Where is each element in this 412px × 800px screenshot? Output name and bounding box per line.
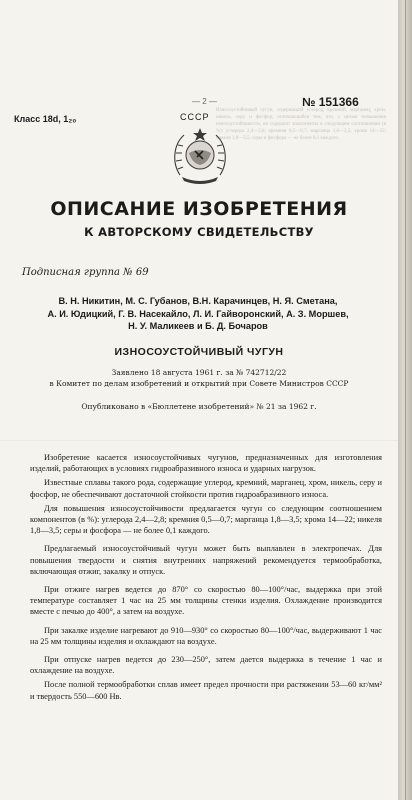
document-title: ОПИСАНИЕ ИЗОБРЕТЕНИЯ: [50, 198, 348, 220]
invention-title: ИЗНОСОУСТОЙЧИВЫЙ ЧУГУН: [114, 346, 284, 358]
page-number: — 2 —: [192, 97, 217, 106]
subscription-group: Подписная группа № 69: [22, 267, 149, 278]
class-label: Класс 18d, 1₂₀: [14, 114, 77, 124]
paragraph: Предлагаемый износоустойчивый чугун может быть выплавлен в электропечах. Для повышения твердости и снятия внутренних напряжений рекомендуется термообработка, включающая отжиг, закалку и отпуск.: [30, 544, 382, 576]
paragraph: Изобретение касается износоустойчивых чугунов, предназначенных для изготовления изделий, работающих в условиях гидроабразивного износа и ударных нагрузок.: [30, 453, 382, 474]
publication-info: Опубликовано в «Бюллетене изобретений» № 21 за 1962 г.: [81, 402, 317, 411]
document-subtitle: К АВТОРСКОМУ СВИДЕТЕЛЬСТВУ: [84, 225, 314, 239]
paragraph: При отпуске нагрев ведется до 230—250°, затем дается выдержка в течение 1 час и охлаждение на воздухе.: [30, 655, 382, 676]
authors-line: А. И. Юдицкий, Г. В. Насекайло, Л. И. Гайворонский, А. З. Моршев,: [47, 308, 349, 319]
filing-line: в Комитет по делам изобретений и открытий при Совете Министров СССР: [49, 379, 349, 388]
paragraph: Известные сплавы такого рода, содержащие углерод, кремний, марганец, хром, никель, серу и фосфор, не обеспечивают достаточной стойкости против гидроабразивного износа.: [30, 478, 382, 499]
filing-info: [0, 367, 398, 389]
paragraph: При закалке изделие нагревают до 910—930° со скоростью 80—100°/час, выдерживают 1 час на 25 мм толщины изделия и охлаждают на воздухе.: [30, 625, 382, 646]
paragraph: Для повышения износоустойчивости предлагается чугун со следующим соотношением компонентов (в %): углерода 2,4—2,8; кремния 0,5—0,7; марганца 1,8—3,5; хрома 14—22; никеля 1,8—3,5; серы и фосфора — не более 0,1 каждого.: [30, 503, 382, 536]
patent-number: № 151366: [302, 95, 359, 109]
country-label: СССР: [180, 112, 210, 122]
filing-line: Заявлено 18 августа 1961 г. за № 742712/22: [111, 368, 287, 377]
paragraph: После полной термообработки сплав имеет предел прочности при растяжении 53—60 кг/мм² и твердость 550—600 Нв.: [30, 680, 382, 701]
paragraph: При отжиге нагрев ведется до 870° со скоростью 80—100°/час, выдержка при этой температуре составляет 1 час на 25 мм толщины стенки изделия. Охлаждение производится вместе с печью до 400°, а затем на воздухе.: [30, 585, 382, 617]
bleed-through-text: Износоустойчивый чугун, содержащий углерод, кремний, марганец, хром, никель, серу и фосфор, отличающийся тем, что, с целью повышения износоустойчивости, он содержит компоненты в следующем соотношении (в %): углерода 2,4—2,8; кремния 0,5—0,7; марганца 1,8—3,5; хрома 14—22; никеля 1,8—3,5; серы и фосфора — не более 0,1 каждого.: [216, 108, 386, 141]
page-crease: [0, 440, 398, 441]
authors-block: [18, 295, 378, 333]
body-text: [30, 452, 382, 705]
page-edge-line: [405, 0, 406, 800]
authors-line: В. Н. Никитин, М. С. Губанов, В.Н. Карачинцев, Н. Я. Сметана,: [58, 296, 338, 306]
authors-line: Н. У. Маликеев и Б. Д. Бочаров: [128, 321, 268, 331]
ussr-emblem-icon: [170, 125, 230, 187]
